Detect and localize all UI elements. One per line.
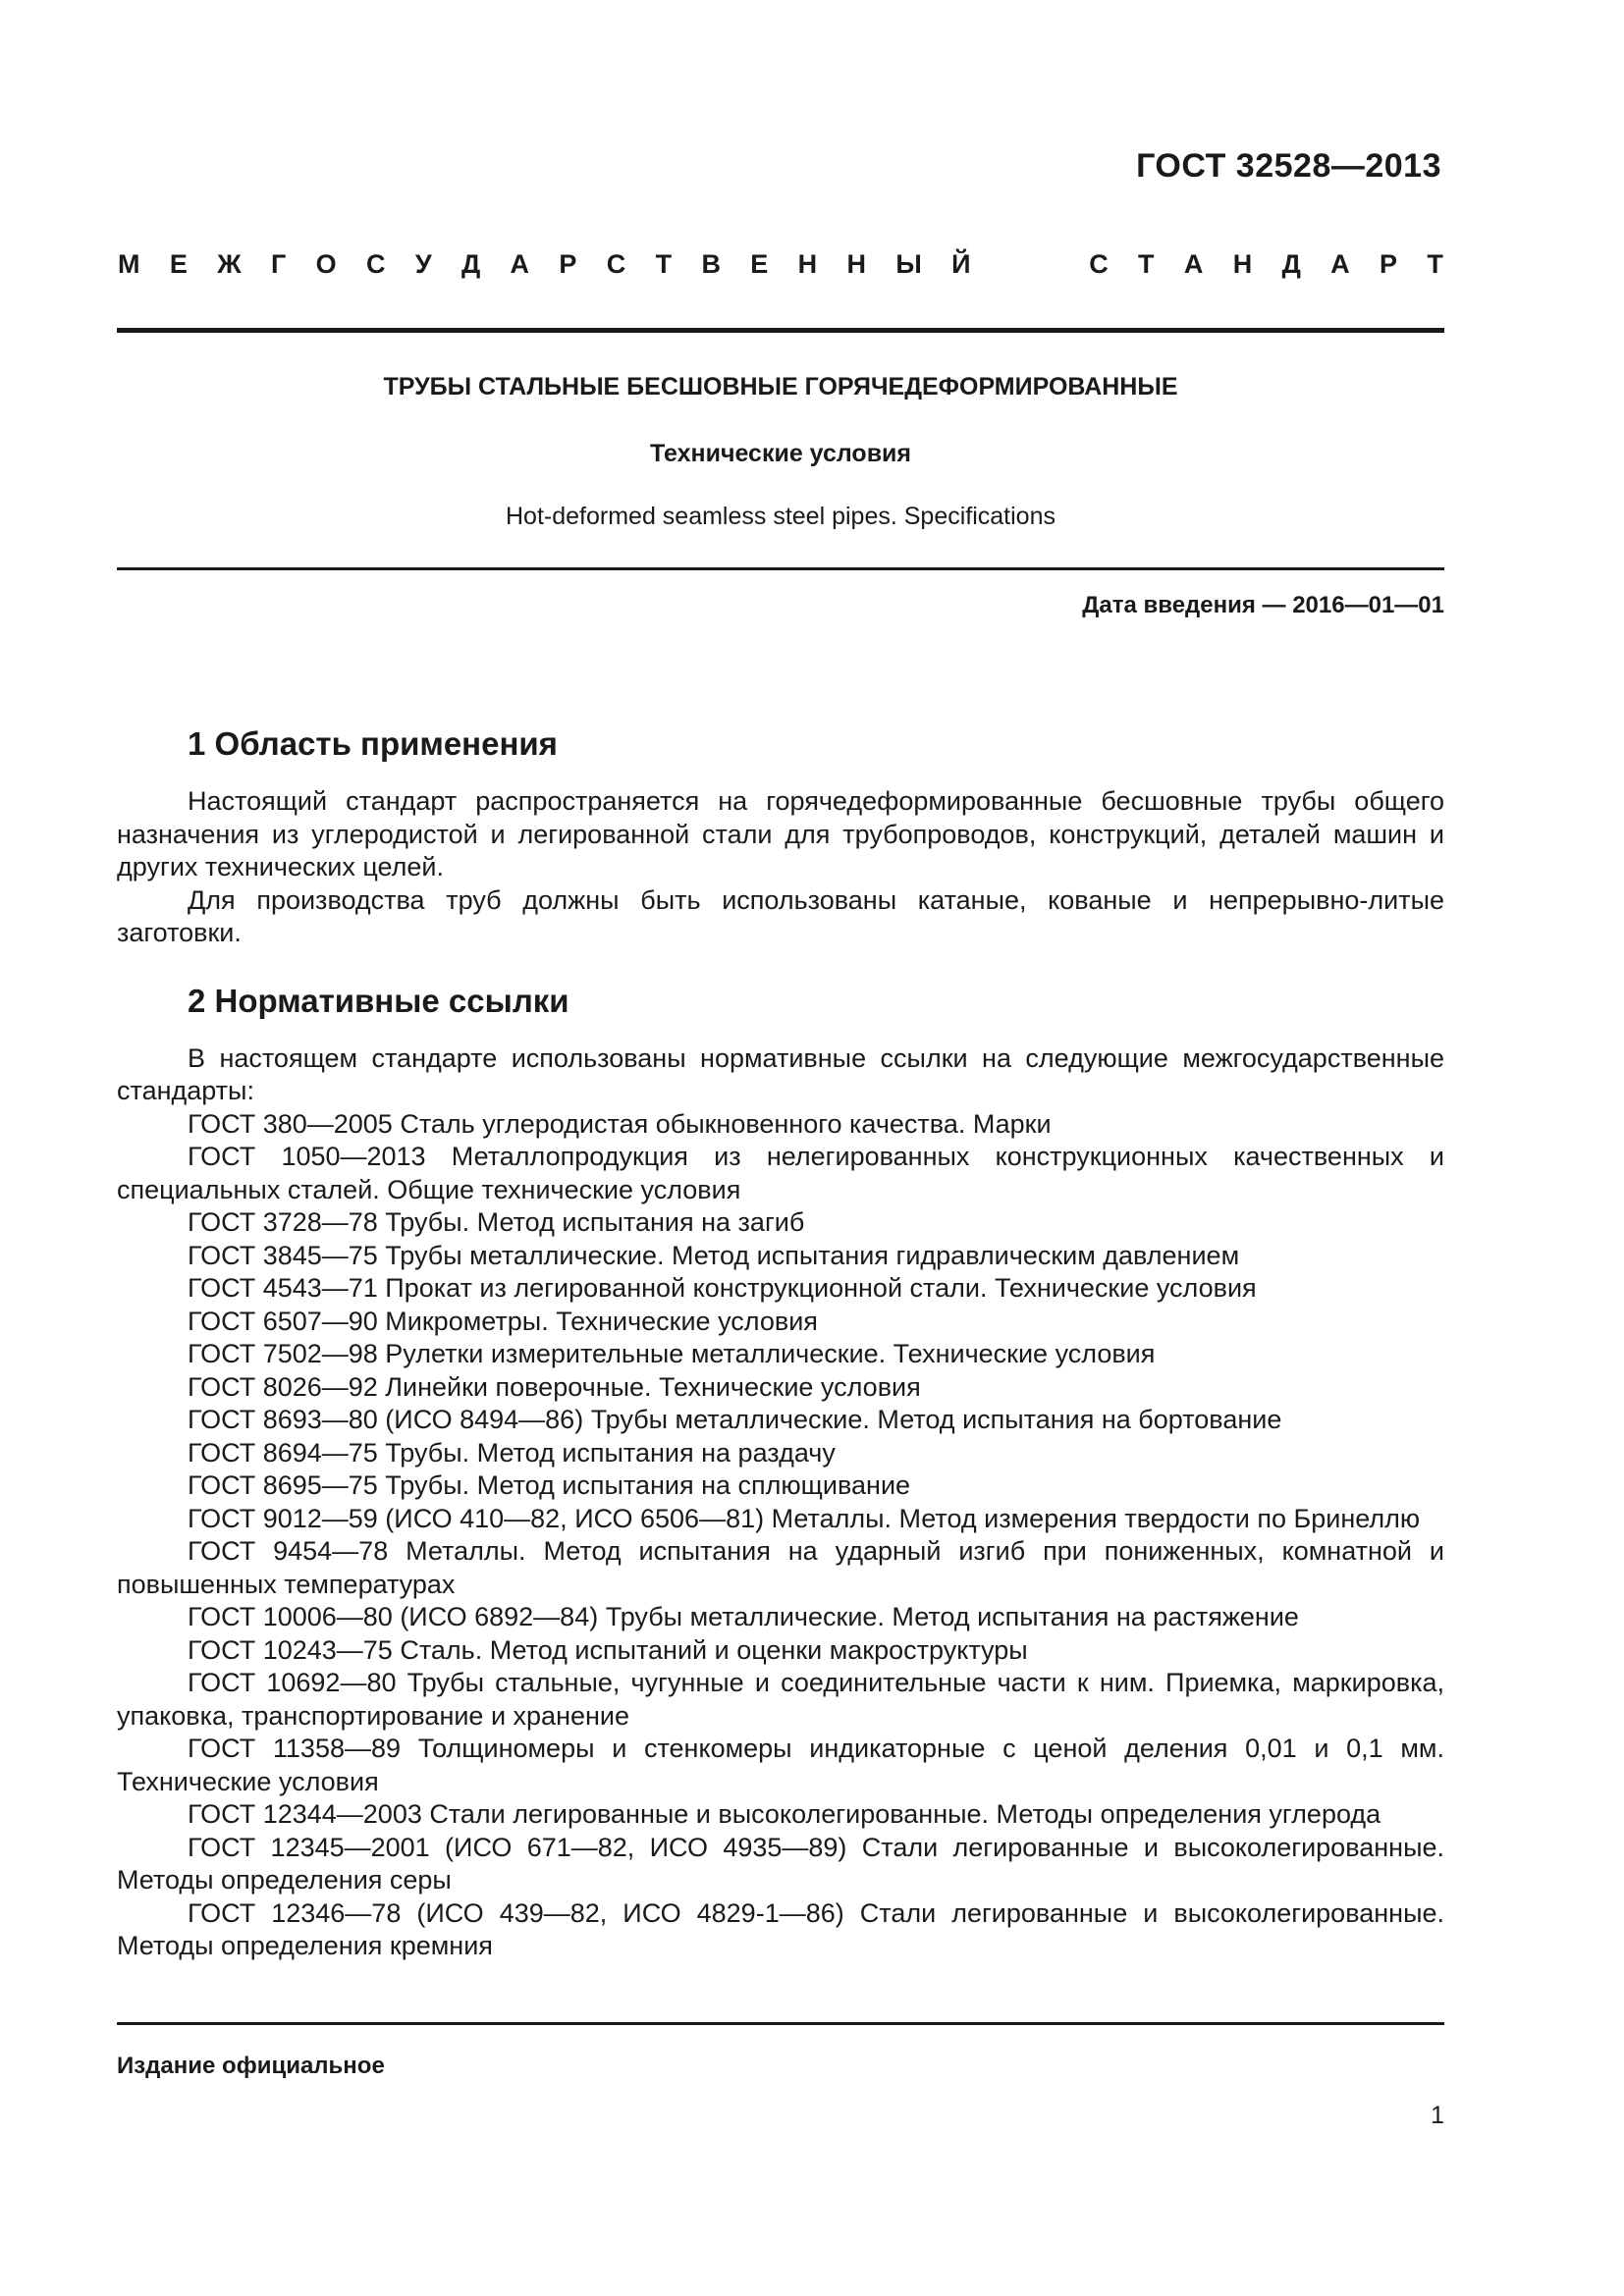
reference-item: ГОСТ 12346—78 (ИСО 439—82, ИСО 4829-1—86) Стали легированные и высоколегированные. Методы определения кремния	[117, 1897, 1444, 1960]
reference-item: ГОСТ 11358—89 Толщиномеры и стенкомеры индикаторные с ценой деления 0,01 и 0,1 мм. Технические условия	[117, 1734, 1444, 1796]
reference-item: ГОСТ 9012—59 (ИСО 410—82, ИСО 6506—81) Металлы. Метод измерения твердости по Бринеллю	[188, 1503, 1421, 1533]
page-number: 1	[1431, 2102, 1444, 2129]
standard-type-letter: О	[315, 249, 337, 279]
reference-item: ГОСТ 8695—75 Трубы. Метод испытания на сплющивание	[188, 1470, 911, 1500]
standard-type-letter: А	[1183, 249, 1204, 279]
standard-type-letter: Е	[750, 249, 769, 279]
reference-item: ГОСТ 8026—92 Линейки поверочные. Технические условия	[188, 1371, 921, 1402]
footer-rule	[117, 2022, 1444, 2025]
section-1-paragraph: Настоящий стандарт распространяется на горячедеформированные бесшовные трубы общего назначения из углеродистой и легированной стали для трубопроводов, конструкций, деталей машин и других технических целей.	[117, 786, 1444, 881]
standard-type-letter: Р	[1380, 249, 1398, 279]
standard-type-letter: С	[1089, 249, 1109, 279]
standard-type-letter: А	[1330, 249, 1350, 279]
standard-type-letter: Н	[1232, 249, 1253, 279]
reference-item: ГОСТ 10692—80 Трубы стальные, чугунные и соединительные части к ним. Приемка, маркировка, упаковка, транспортирование и хранение	[117, 1668, 1444, 1731]
standard-type-letter: Е	[169, 249, 188, 279]
section-2-heading: 2 Нормативные ссылки	[188, 982, 569, 1019]
section-1-heading: 1 Область применения	[188, 725, 558, 762]
standard-type-heading	[118, 249, 1443, 280]
references-list	[117, 1108, 1444, 1963]
reference-item: ГОСТ 8693—80 (ИСО 8494—86) Трубы металлические. Метод испытания на бортование	[188, 1405, 1282, 1434]
reference-item: ГОСТ 6507—90 Микрометры. Технические условия	[188, 1306, 818, 1336]
reference-item: ГОСТ 7502—98 Рулетки измерительные металлические. Технические условия	[188, 1339, 1156, 1368]
standard-type-letter: Г	[270, 249, 287, 279]
standard-type-letter: У	[414, 249, 432, 279]
english-title: Hot-deformed seamless steel pipes. Specifications	[506, 503, 1056, 530]
reference-item: ГОСТ 12344—2003 Стали легированные и высоколегированные. Методы определения углерода	[188, 1799, 1381, 1829]
word-gap	[1001, 249, 1059, 280]
reference-item: ГОСТ 8694—75 Трубы. Метод испытания на раздачу	[188, 1437, 836, 1468]
reference-item: ГОСТ 4543—71 Прокат из легированной конструкционной стали. Технические условия	[188, 1273, 1257, 1303]
reference-item: ГОСТ 10006—80 (ИСО 6892—84) Трубы металлические. Метод испытания на растяжение	[188, 1602, 1299, 1631]
section-2-intro: В настоящем стандарте использованы нормативные ссылки на следующие межгосударственные стандарты:	[117, 1042, 1444, 1105]
document-title: ТРУБЫ СТАЛЬНЫЕ БЕСШОВНЫЕ ГОРЯЧЕДЕФОРМИРОВАННЫЕ	[383, 373, 1178, 400]
standard-type-letter: А	[510, 249, 530, 279]
standard-type-letter: Ы	[895, 249, 922, 279]
standard-type-letter: Н	[797, 249, 818, 279]
reference-item: ГОСТ 3845—75 Трубы металлические. Метод испытания гидравлическим давлением	[188, 1240, 1240, 1270]
standard-type-letter: Й	[951, 249, 971, 279]
standard-type-letter: Р	[559, 249, 577, 279]
standard-type-letter: Т	[1138, 249, 1155, 279]
standard-type-letter: М	[118, 249, 140, 279]
edition-label: Издание официальное	[117, 2053, 385, 2079]
standard-type-letter: Н	[846, 249, 866, 279]
reference-item: ГОСТ 10243—75 Сталь. Метод испытаний и оценки макроструктуры	[188, 1634, 1028, 1665]
introduction-date: Дата введения — 2016—01—01	[1082, 592, 1444, 618]
standard-type-letter: Ж	[217, 249, 242, 279]
standard-type-letter: Д	[460, 249, 481, 279]
standard-type-letter: С	[606, 249, 626, 279]
reference-item: ГОСТ 12345—2001 (ИСО 671—82, ИСО 4935—89) Стали легированные и высоколегированные. Методы определения серы	[117, 1832, 1444, 1895]
title-bottom-rule	[117, 567, 1444, 570]
standard-type-letter: Д	[1281, 249, 1301, 279]
section-1-paragraph: Для производства труб должны быть использованы катаные, кованые и непрерывно-литые заготовки.	[117, 884, 1444, 947]
standard-type-letter: Т	[655, 249, 673, 279]
reference-item: ГОСТ 380—2005 Сталь углеродистая обыкновенного качества. Марки	[188, 1108, 1052, 1139]
reference-item: ГОСТ 9454—78 Металлы. Метод испытания на ударный изгиб при пониженных, комнатной и повышенных температурах	[117, 1536, 1444, 1599]
standard-type-letter: С	[365, 249, 386, 279]
top-rule	[117, 328, 1444, 333]
reference-item: ГОСТ 3728—78 Трубы. Метод испытания на загиб	[188, 1207, 805, 1237]
standard-type-letter: В	[701, 249, 721, 279]
document-subtitle: Технические условия	[649, 440, 912, 467]
standard-type-letter: Т	[1427, 249, 1443, 279]
standard-number: ГОСТ 32528—2013	[1136, 147, 1441, 185]
document-body	[117, 724, 1444, 1963]
reference-item: ГОСТ 1050—2013 Металлопродукция из нелегированных конструкционных качественных и специальных сталей. Общие технические условия	[117, 1142, 1444, 1204]
